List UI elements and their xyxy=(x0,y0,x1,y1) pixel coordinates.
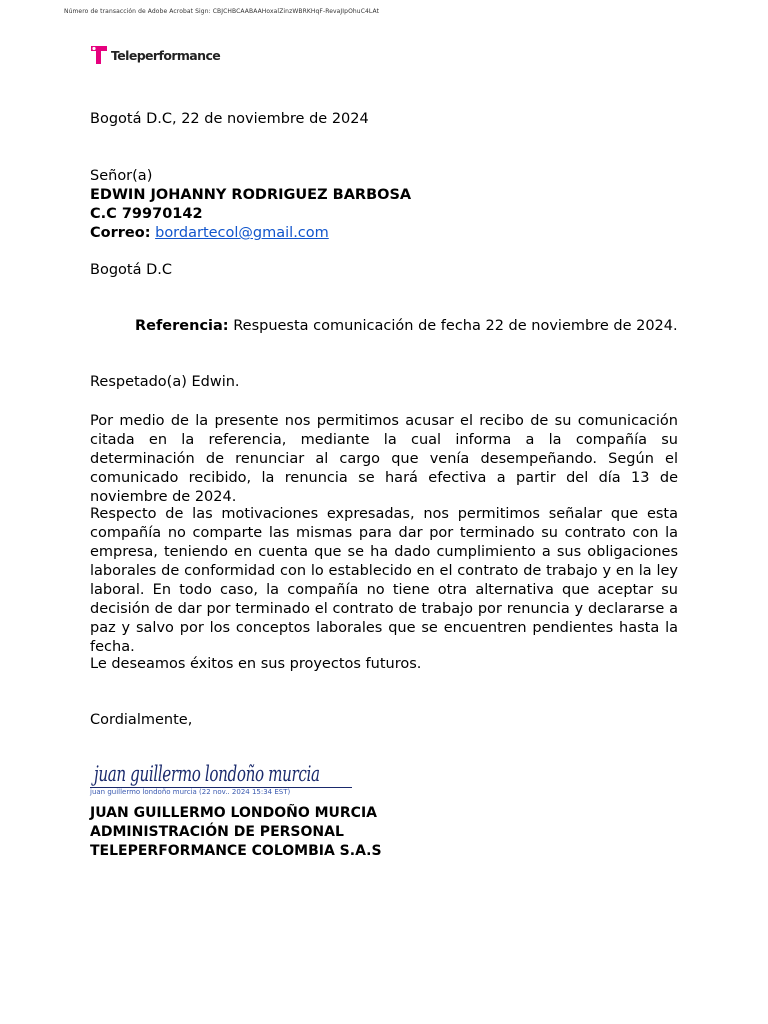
reference-text: Respuesta comunicación de fecha 22 de noviembre de 2024. xyxy=(233,318,678,334)
recipient-salutation: Señor(a) xyxy=(90,168,153,184)
signer-department: ADMINISTRACIÓN DE PERSONAL xyxy=(90,824,344,840)
date-line: Bogotá D.C, 22 de noviembre de 2024 xyxy=(90,111,369,127)
teleperformance-logo-icon xyxy=(90,44,108,66)
closing: Cordialmente, xyxy=(90,712,193,728)
signer-company: TELEPERFORMANCE COLOMBIA S.A.S xyxy=(90,843,382,859)
reference-label: Referencia: xyxy=(135,318,229,334)
transaction-id: Número de transacción de Adobe Acrobat Sign: CBJCHBCAABAAHoxalZinzWBRKHqF-RevaJIpOhuC4LAt xyxy=(64,8,380,15)
logo-text: Teleperformance xyxy=(111,47,221,63)
body-paragraph-3: Le deseamos éxitos en sus proyectos futuros. xyxy=(90,656,422,672)
recipient-email-row xyxy=(90,225,329,241)
recipient-city: Bogotá D.C xyxy=(90,262,172,278)
signature-caption: juan guillermo londoño murcia (22 nov.. 2024 15:34 EST) xyxy=(90,788,291,796)
body-paragraph-1: Por medio de la presente nos permitimos acusar el recibo de su comunicación citada en la referencia, mediante la cual informa a la compañía su determinación de renunciar al cargo que venía desempeñando. Según el comunicado recibido, la renuncia se hará efectiva a partir del día 13 de noviembre de 2024. xyxy=(90,413,678,505)
email-link[interactable]: bordartecol@gmail.com xyxy=(155,225,329,241)
greeting: Respetado(a) Edwin. xyxy=(90,374,240,390)
handwritten-signature: juan guillermo londoño murcia xyxy=(94,762,320,786)
recipient-name: EDWIN JOHANNY RODRIGUEZ BARBOSA xyxy=(90,187,412,203)
company-logo xyxy=(90,44,220,66)
body-paragraph-2: Respecto de las motivaciones expresadas, nos permitimos señalar que esta compañía no comparte las mismas para dar por terminado su contrato con la empresa, teniendo en cuenta que se ha dado cumplimiento a sus obligaciones laborales de conformidad con lo establecido en el contrato de trabajo y en la ley laboral. En todo caso, la compañía no tiene otra alternativa que aceptar su decisión de dar por terminado el contrato de trabajo por renuncia y declararse a paz y salvo por los conceptos laborales que se encuentren pendientes hasta la fecha. xyxy=(90,506,678,655)
recipient-id: C.C 79970142 xyxy=(90,206,203,222)
reference-line xyxy=(135,318,678,334)
signer-name: JUAN GUILLERMO LONDOÑO MURCIA xyxy=(90,805,377,821)
email-label: Correo: xyxy=(90,225,151,241)
